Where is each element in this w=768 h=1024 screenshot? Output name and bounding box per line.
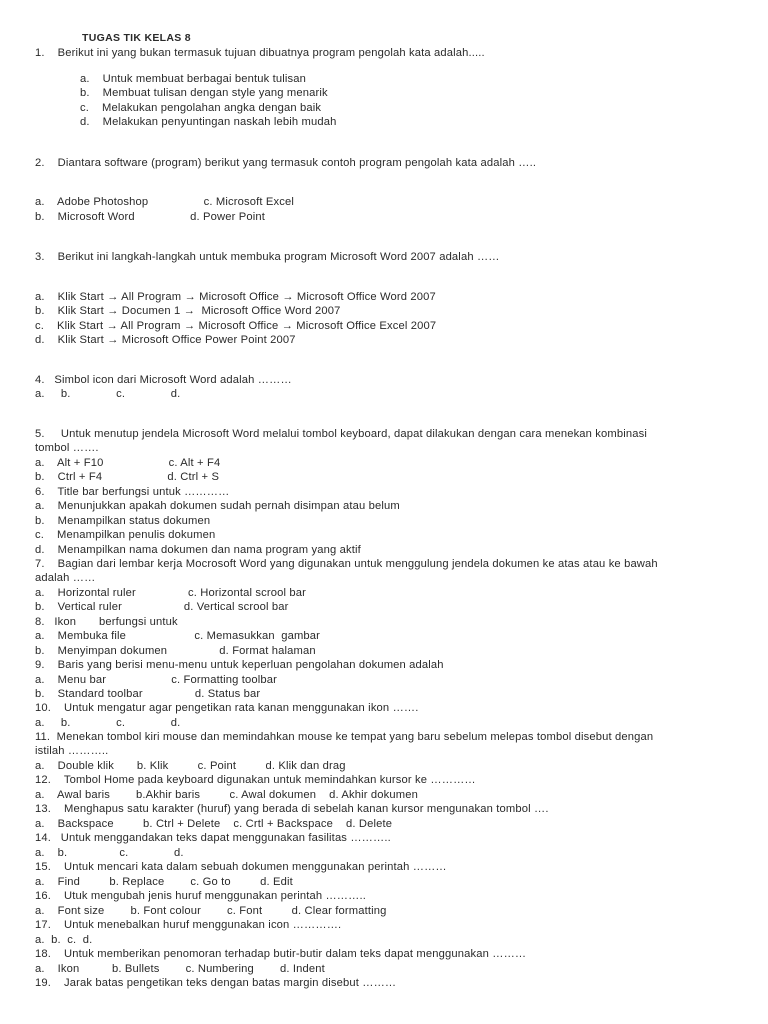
text-line: a. Double klik b. Klik c. Point d. Klik dan drag xyxy=(35,760,346,772)
text-line: b. Microsoft Word d. Power Point xyxy=(35,211,266,223)
text-line: d. Menampilkan nama dokumen dan nama program yang aktif xyxy=(35,544,361,556)
text-line: 14. Untuk menggandakan teks dapat menggunakan fasilitas ……….. xyxy=(35,832,391,844)
text-line: b. Menampilkan status dokumen xyxy=(35,515,211,527)
text-line: b. Membuat tulisan dengan style yang menarik xyxy=(80,87,328,99)
text-line: a. Font size b. Font colour c. Font d. Clear formatting xyxy=(35,905,387,917)
text-line: b. Menyimpan dokumen d. Format halaman xyxy=(35,645,316,657)
text-line: 12. Tombol Home pada keyboard digunakan untuk memindahkan kursor ke ………… xyxy=(35,774,476,786)
text-line: 8. Ikon berfungsi untuk xyxy=(35,616,178,628)
text-line: 1. Berikut ini yang bukan termasuk tujuan dibuatnya program pengolah kata adalah..... xyxy=(35,47,485,59)
text-line: c. Melakukan pengolahan angka dengan baik xyxy=(80,102,322,114)
text-line: b. Vertical ruler d. Vertical scrool bar xyxy=(35,601,289,613)
text-line: 16. Utuk mengubah jenis huruf menggunakan perintah ……….. xyxy=(35,890,366,902)
text-line: 15. Untuk mencari kata dalam sebuah dokumen menggunakan perintah ……… xyxy=(35,861,447,873)
text-line: 13. Menghapus satu karakter (huruf) yang berada di sebelah kanan kursor mengunakan tombol …. xyxy=(35,803,549,815)
text-line: a. Awal baris b.Akhir baris c. Awal dokumen d. Akhir dokumen xyxy=(35,789,418,801)
text-line: 4. Simbol icon dari Microsoft Word adalah ……… xyxy=(35,374,292,386)
text-line: 11. Menekan tombol kiri mouse dan memindahkan mouse ke tempat yang baru sebelum melepas tombol disebut dengan xyxy=(35,731,654,743)
text-line: istilah ……….. xyxy=(35,745,109,757)
text-line: a. b. c. d. xyxy=(35,717,181,729)
text-line: a. Ikon b. Bullets c. Numbering d. Indent xyxy=(35,963,325,975)
text-line: 6. Title bar berfungsi untuk ………… xyxy=(35,486,230,498)
text-line: 5. Untuk menutup jendela Microsoft Word melalui tombol keyboard, dapat dilakukan dengan cara menekan kombinasi xyxy=(35,428,648,440)
text-line: d. Melakukan penyuntingan naskah lebih mudah xyxy=(80,116,337,128)
text-line: a. Find b. Replace c. Go to d. Edit xyxy=(35,876,293,888)
text-line: 3. Berikut ini langkah-langkah untuk membuka program Microsoft Word 2007 adalah …… xyxy=(35,251,500,263)
text-line: 19. Jarak batas pengetikan teks dengan batas margin disebut ……… xyxy=(35,977,397,989)
text-line: 17. Untuk menebalkan huruf menggunakan icon …………. xyxy=(35,919,342,931)
text-line: a. b. c. d. xyxy=(35,934,93,946)
text-line: a. Adobe Photoshop c. Microsoft Excel xyxy=(35,196,294,208)
text-line: a. b. c. d. xyxy=(35,847,184,859)
text-line: a. Menunjukkan apakah dokumen sudah pernah disimpan atau belum xyxy=(35,500,400,512)
text-line: b. Ctrl + F4 d. Ctrl + S xyxy=(35,471,220,483)
text-line: a. Membuka file c. Memasukkan gambar xyxy=(35,630,321,642)
text-line: 2. Diantara software (program) berikut yang termasuk contoh program pengolah kata adalah ….. xyxy=(35,157,537,169)
text-line: 9. Baris yang berisi menu-menu untuk keperluan pengolahan dokumen adalah xyxy=(35,659,444,671)
text-line: c. Klik Start → All Program → Microsoft Office → Microsoft Office Excel 2007 xyxy=(35,320,437,332)
text-line: adalah …… xyxy=(35,572,96,584)
document-title: TUGAS TIK KELAS 8 xyxy=(82,32,191,44)
text-line: tombol ……. xyxy=(35,442,99,454)
text-line: a. Backspace b. Ctrl + Delete c. Crtl + Backspace d. Delete xyxy=(35,818,393,830)
text-line: a. Horizontal ruler c. Horizontal scrool bar xyxy=(35,587,307,599)
text-line: a. Alt + F10 c. Alt + F4 xyxy=(35,457,221,469)
text-line: 7. Bagian dari lembar kerja Mocrosoft Word yang digunakan untuk menggulung jendela dokumen ke atas atau ke bawah xyxy=(35,558,658,570)
text-line: a. Untuk membuat berbagai bentuk tulisan xyxy=(80,73,306,85)
text-line: a. Menu bar c. Formatting toolbar xyxy=(35,674,278,686)
text-line: a. Klik Start → All Program → Microsoft Office → Microsoft Office Word 2007 xyxy=(35,291,436,303)
text-line: 18. Untuk memberikan penomoran terhadap butir-butir dalam teks dapat menggunakan ……… xyxy=(35,948,527,960)
text-line: c. Menampilkan penulis dokumen xyxy=(35,529,216,541)
text-line: a. b. c. d. xyxy=(35,388,181,400)
text-line: 10. Untuk mengatur agar pengetikan rata kanan menggunakan ikon ……. xyxy=(35,702,419,714)
text-line: b. Standard toolbar d. Status bar xyxy=(35,688,261,700)
text-line: d. Klik Start → Microsoft Office Power Point 2007 xyxy=(35,334,296,346)
text-line: b. Klik Start → Documen 1 → Microsoft Office Word 2007 xyxy=(35,305,341,317)
